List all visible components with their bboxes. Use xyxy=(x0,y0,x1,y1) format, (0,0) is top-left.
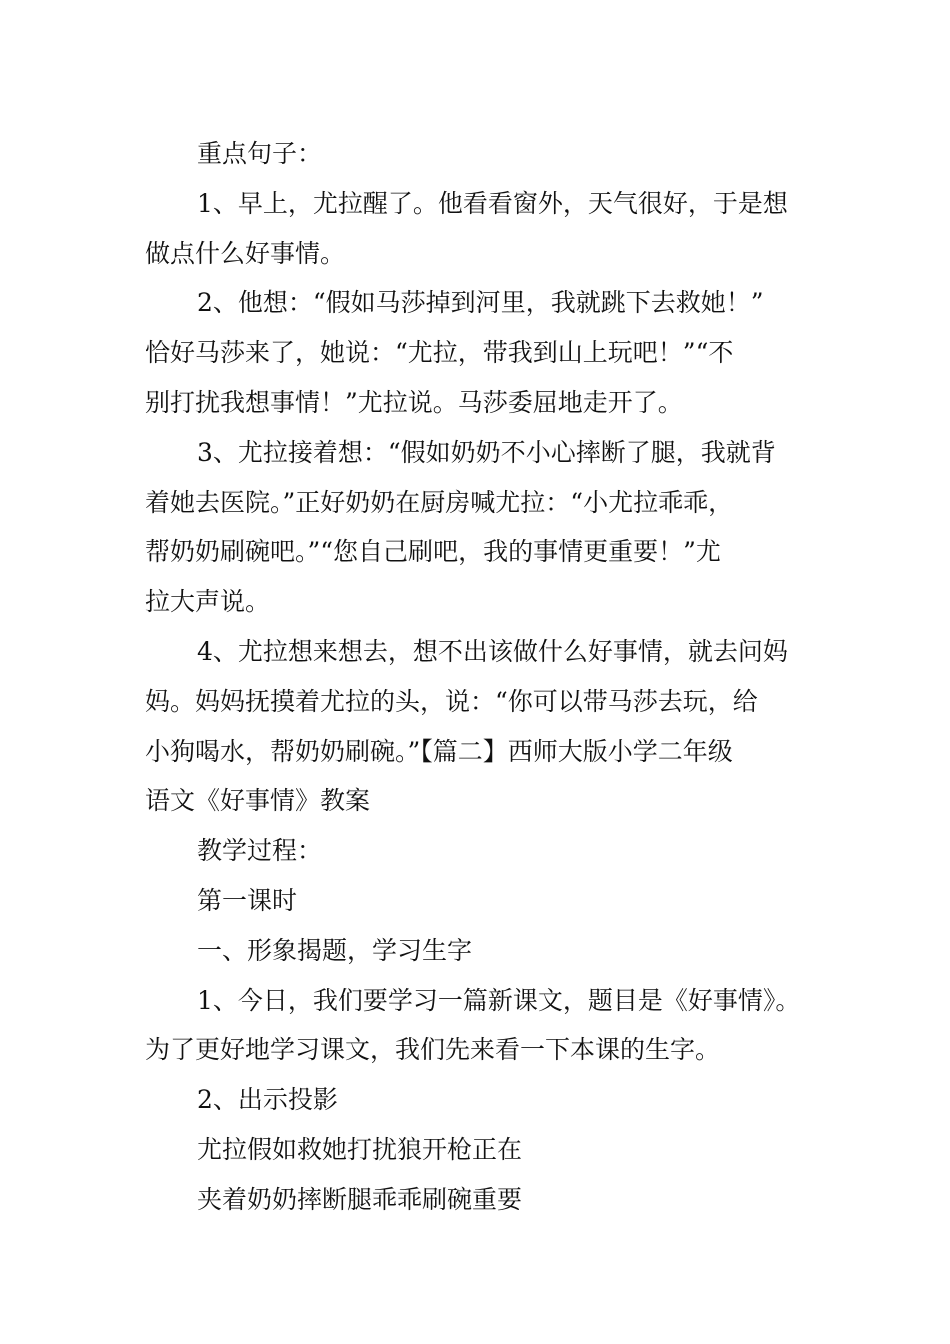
paragraph-line: 拉大声说。 xyxy=(145,587,271,617)
paragraph-line: 2、他想：“假如马莎掉到河里，我就跳下去救她！” xyxy=(197,288,764,318)
paragraph-line: 3、尤拉接着想：“假如奶奶不小心摔断了腿，我就背 xyxy=(197,437,776,467)
paragraph-line: 妈。妈妈抚摸着尤拉的头，说：“你可以带马莎去玩，给 xyxy=(145,686,758,716)
section-heading-key-sentences: 重点句子： xyxy=(197,139,323,168)
paragraph-line: 做点什么好事情。 xyxy=(145,238,346,268)
paragraph-line: 恰好马莎来了，她说：“尤拉，带我到山上玩吧！”“不 xyxy=(145,338,734,368)
paragraph-line: 小狗喝水，帮奶奶刷碗。”【篇二】西师大版小学二年级 xyxy=(145,736,733,766)
paragraph-line: 着她去医院。”正好奶奶在厨房喊尤拉：“小尤拉乖乖， xyxy=(145,487,734,517)
section-heading-part-one: 一、形象揭题，学习生字 xyxy=(197,935,473,965)
paragraph-line: 4、尤拉想来想去，想不出该做什么好事情，就去问妈 xyxy=(197,636,788,666)
paragraph-line: 2、出示投影 xyxy=(197,1085,338,1115)
section-heading-first-lesson: 第一课时 xyxy=(197,885,298,915)
paragraph-line: 为了更好地学习课文，我们先来看一下本课的生字。 xyxy=(145,1035,721,1065)
paragraph-line: 别打扰我想事情！”尤拉说。马莎委屈地走开了。 xyxy=(145,387,683,417)
paragraph-line: 帮奶奶刷碗吧。”“您自己刷吧，我的事情更重要！”尤 xyxy=(145,537,721,567)
paragraph-line: 语文《好事情》教案 xyxy=(145,786,371,816)
vocabulary-line: 尤拉假如救她打扰狼开枪正在 xyxy=(197,1134,523,1164)
paragraph-line: 1、早上，尤拉醒了。他看看窗外，天气很好，于是想 xyxy=(197,188,788,218)
paragraph-line: 1、今日，我们要学习一篇新课文，题目是《好事情》。 xyxy=(197,985,801,1015)
section-heading-teaching-process: 教学过程： xyxy=(197,836,323,866)
document-body xyxy=(145,129,817,1225)
vocabulary-line: 夹着奶奶摔断腿乖乖刷碗重要 xyxy=(197,1184,523,1214)
